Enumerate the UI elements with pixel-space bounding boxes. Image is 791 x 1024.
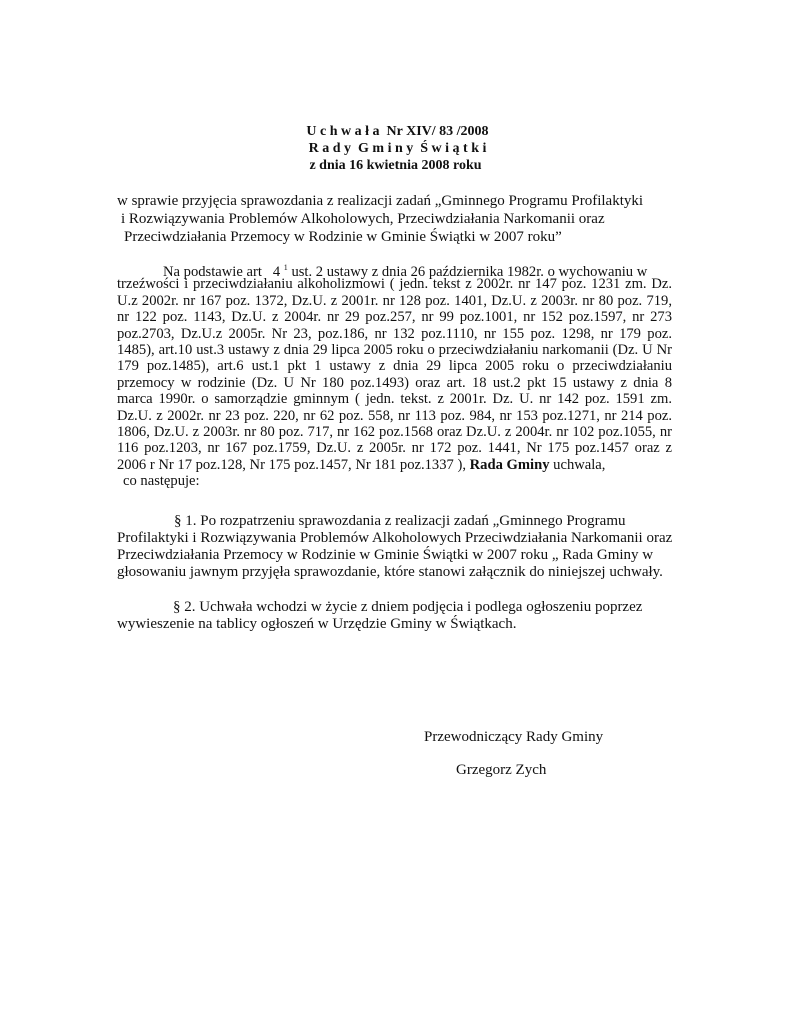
section-1-line: Przeciwdziałania Przemocy w Rodzinie w Gminie Świątki w 2007 roku „ Rada Gminy w [117, 547, 654, 563]
legal-basis-line: Dz.U. z 2002r. nr 23 poz. 220, nr 62 poz. 558, nr 113 poz. 984, nr 153 poz.1271, nr 214 poz. [117, 407, 672, 424]
section-1-line: głosowaniu jawnym przyjęła sprawozdanie, które stanowi załącznik do niniejszej uchwały. [117, 564, 663, 580]
resolution-date: z dnia 16 kwietnia 2008 roku [309, 158, 482, 173]
legal-basis-line: 1806, Dz.U. z 2003r. nr 80 poz. 717, nr 162 poz.1568 oraz Dz.U. z 2004r. nr 102 poz.1055, nr [117, 423, 672, 440]
section-1-line: Profilaktyki i Rozwiązywania Problemów Alkoholowych Przeciwdziałania Narkomanii oraz [117, 530, 673, 546]
council-name: R a d y G m i n y Ś w i ą t k i [308, 141, 487, 156]
legal-basis-line: przemocy w rodzinie (Dz. U Nr 180 poz.1493) oraz art. 18 ust.2 pkt 15 ustawy z dnia 8 [117, 374, 672, 391]
legal-basis-line: poz.2703, Dz.U.z 2005r. Nr 23, poz.186, nr 132 poz.1110, nr 155 poz. 1298, nr 179 poz. [117, 325, 672, 342]
subject-line: i Rozwiązywania Problemów Alkoholowych, Przeciwdziałania Narkomanii oraz [121, 211, 605, 227]
resolution-number: U c h w a ł a Nr XIV/ 83 /2008 [306, 124, 489, 139]
legal-basis-line: nr 122 poz. 1143, Dz.U. z 2004r. nr 29 poz.257, nr 99 poz.1001, nr 152 poz.1597, nr 273 [117, 309, 672, 326]
signature-name: Grzegorz Zych [456, 762, 547, 778]
legal-basis-line: 1485), art.10 ust.3 ustawy z dnia 29 lipca 2005 roku o przeciwdziałaniu narkomanii (Dz. U Nr [117, 341, 672, 358]
council-bold: Rada Gminy [469, 456, 550, 473]
legal-basis-line: U.z 2002r. nr 167 poz. 1372, Dz.U. z 2001r. nr 128 poz. 1401, Dz.U. z 2003r. nr 80 poz. 719, [117, 292, 672, 309]
subject-line: Przeciwdziałania Przemocy w Rodzinie w Gminie Świątki w 2007 roku” [124, 229, 562, 245]
legal-basis-paragraph [117, 260, 672, 489]
subject-line: w sprawie przyjęcia sprawozdania z realizacji zadań „Gminnego Programu Profilaktyki [117, 193, 644, 209]
legal-basis-line: 2006 r Nr 17 poz.128, Nr 175 poz.1457, Nr 181 poz.1337 ), Rada Gminy uchwala, [117, 456, 606, 473]
section-1-line: § 1. Po rozpatrzeniu sprawozdania z realizacji zadań „Gminnego Programu [174, 513, 626, 529]
legal-basis-line: 116 poz.1203, nr 167 poz.1759, Dz.U. z 2005r. nr 172 poz. 1441, Nr 175 poz.1457 oraz z [117, 440, 672, 457]
legal-basis-line: trzeźwości i przeciwdziałaniu alkoholizmowi ( jedn. tekst z 2002r. nr 147 poz. 1231 zm. Dz. [117, 276, 672, 293]
legal-basis-line: co następuje: [123, 473, 200, 490]
signature-title: Przewodniczący Rady Gminy [424, 729, 604, 745]
legal-basis-line: Na podstawie art 4 $^1$ ust. 2 ustawy z dnia 26 października 1982r. o wychowaniu w [163, 263, 648, 280]
legal-basis-line: marca 1990r. o samorządzie gminnym ( jedn. tekst. z 2001r. Dz. U. nr 142 poz. 1591 zm. [117, 391, 672, 408]
section-2-line: wywieszenie na tablicy ogłoszeń w Urzędzie Gminy w Świątkach. [117, 616, 517, 632]
legal-basis-line: 179 poz.1485), art.6 ust.1 pkt 1 ustawy z dnia 29 lipca 2005 roku o przeciwdziałaniu [117, 358, 672, 375]
section-2-line: § 2. Uchwała wchodzi w życie z dniem podjęcia i podlega ogłoszeniu poprzez [173, 599, 643, 615]
